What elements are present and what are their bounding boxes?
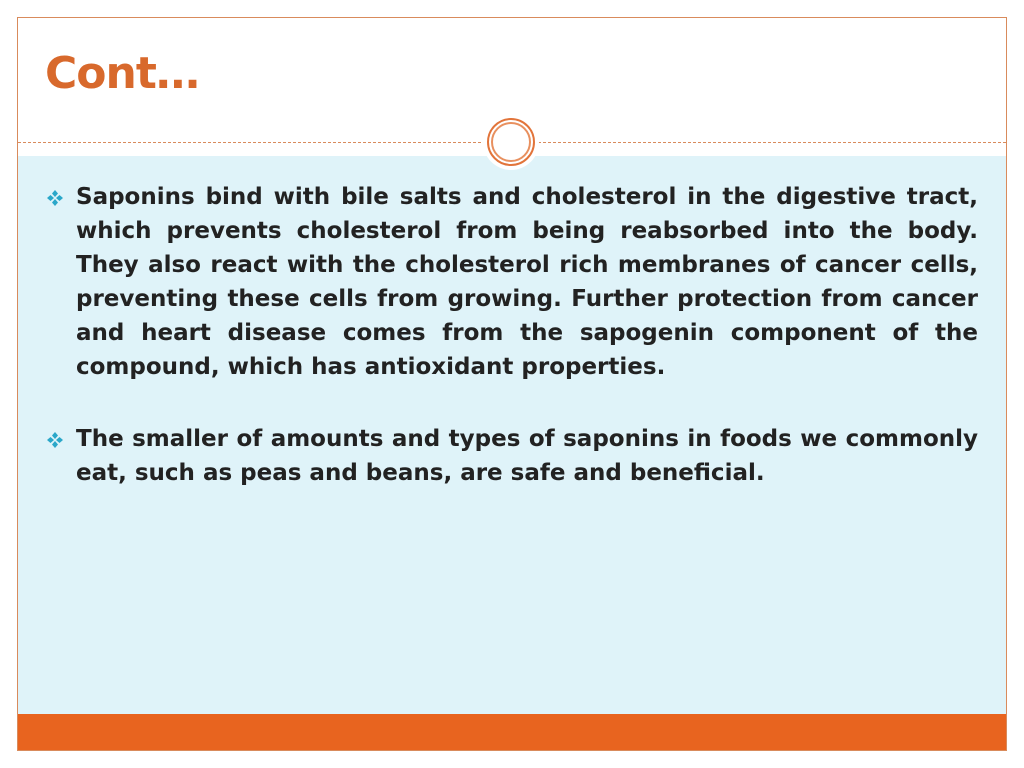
slide-title: Cont… — [45, 48, 199, 99]
diamond-bullet-icon — [46, 189, 64, 207]
bullet-text: Saponins bind with bile salts and cholesterol in the digestive tract, which prevents cholesterol from being reabsorbed into the body. They also react with the cholesterol rich membranes of cancer cells, preventing these cells from growing. Further protection from cancer and heart disease comes from the sapogenin component of the compound, which has antioxidant properties. — [76, 184, 978, 380]
footer-accent-bar — [18, 714, 1006, 750]
circle-ornament-icon — [483, 114, 539, 170]
diamond-bullet-icon — [46, 431, 64, 449]
bullet-item — [46, 422, 978, 490]
bullet-text: The smaller of amounts and types of saponins in foods we commonly eat, such as peas and beans, are safe and beneficial. — [76, 426, 978, 486]
ornament-inner-ring — [491, 122, 531, 162]
slide-frame — [17, 17, 1007, 751]
bullet-list — [46, 180, 978, 528]
bullet-item — [46, 180, 978, 384]
